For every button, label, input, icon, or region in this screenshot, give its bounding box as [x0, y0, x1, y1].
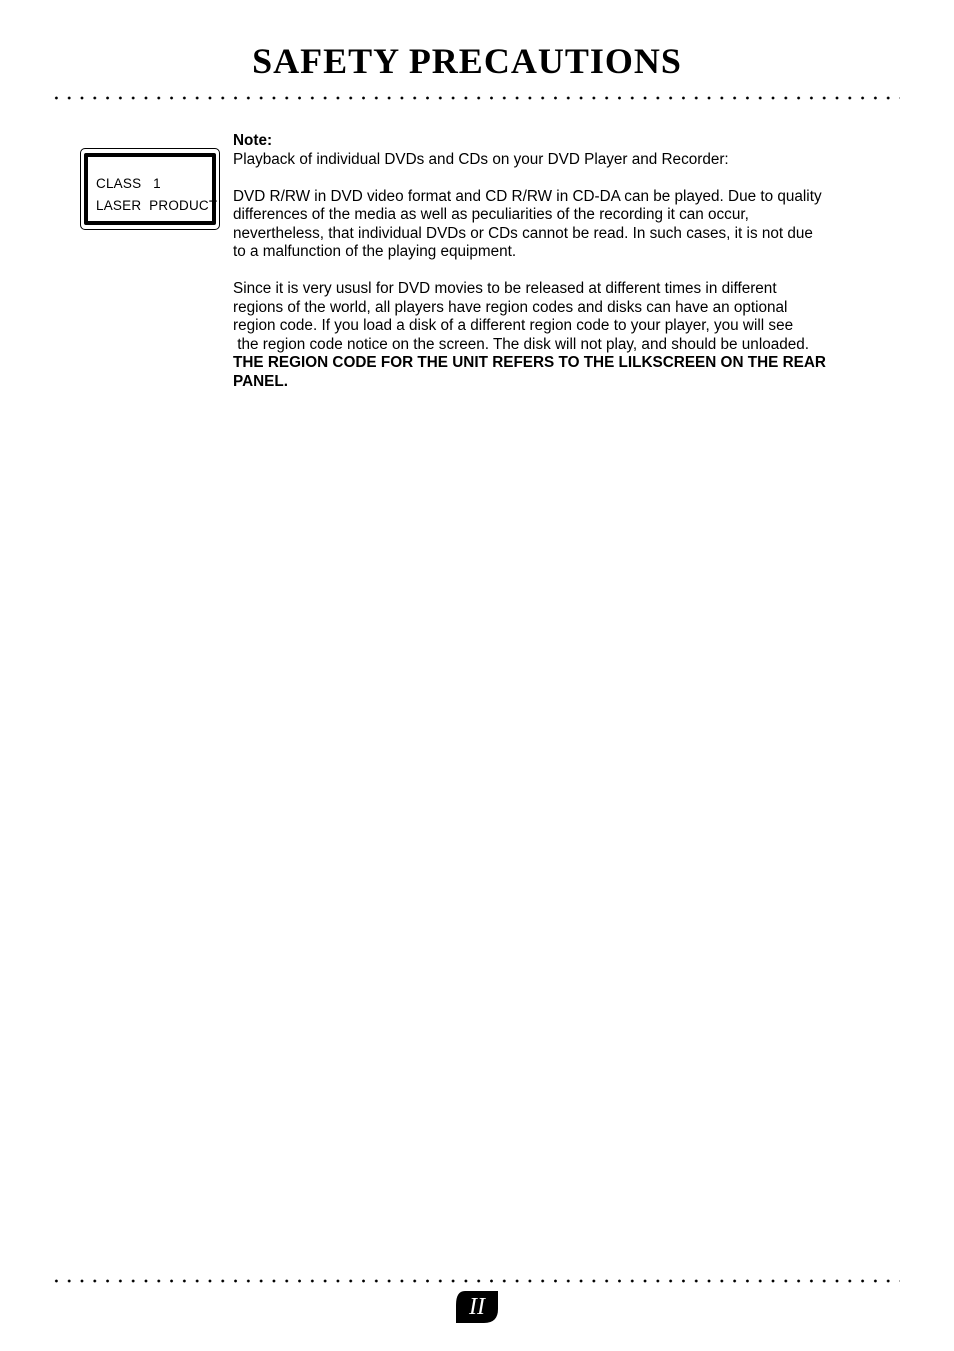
note-heading: Note:	[233, 132, 273, 149]
paragraph-region-codes	[233, 280, 893, 391]
bottom-dotted-divider	[50, 1279, 900, 1283]
paragraph-line: nevertheless, that individual DVDs or CDs cannot be read. In such cases, it is not due	[233, 224, 813, 242]
laser-product-text: LASER PRODUCT	[96, 198, 218, 213]
region-code-notice: PANEL.	[233, 372, 288, 390]
laser-class-label	[80, 148, 220, 230]
paragraph-line: regions of the world, all players have region codes and disks can have an optional	[233, 298, 788, 316]
page-number: II	[469, 1294, 485, 1320]
laser-class-label-frame	[84, 153, 216, 225]
paragraph-line: the region code notice on the screen. The disk will not play, and should be unloaded.	[233, 335, 810, 353]
page-title: SAFETY PRECAUTIONS	[252, 41, 682, 81]
paragraph-line: to a malfunction of the playing equipment.	[233, 243, 517, 260]
paragraph-line: differences of the media as well as peculiarities of the recording it can occur,	[233, 206, 749, 223]
paragraph-line: Since it is very ususl for DVD movies to be released at different times in different	[233, 280, 777, 297]
paragraph-media-compatibility	[233, 188, 893, 262]
region-code-notice: THE REGION CODE FOR THE UNIT REFERS TO THE LILKSCREEN ON THE REAR	[233, 354, 826, 371]
note-intro: Playback of individual DVDs and CDs on your DVD Player and Recorder:	[233, 150, 729, 168]
paragraph-line: DVD R/RW in DVD video format and CD R/RW in CD-DA can be played. Due to quality	[233, 187, 822, 205]
top-dotted-divider	[50, 96, 900, 100]
page-number-badge	[456, 1291, 498, 1323]
laser-class-text: CLASS 1	[96, 176, 161, 191]
paragraph-line: region code. If you load a disk of a different region code to your player, you will see	[233, 317, 794, 334]
note-section	[233, 132, 893, 391]
